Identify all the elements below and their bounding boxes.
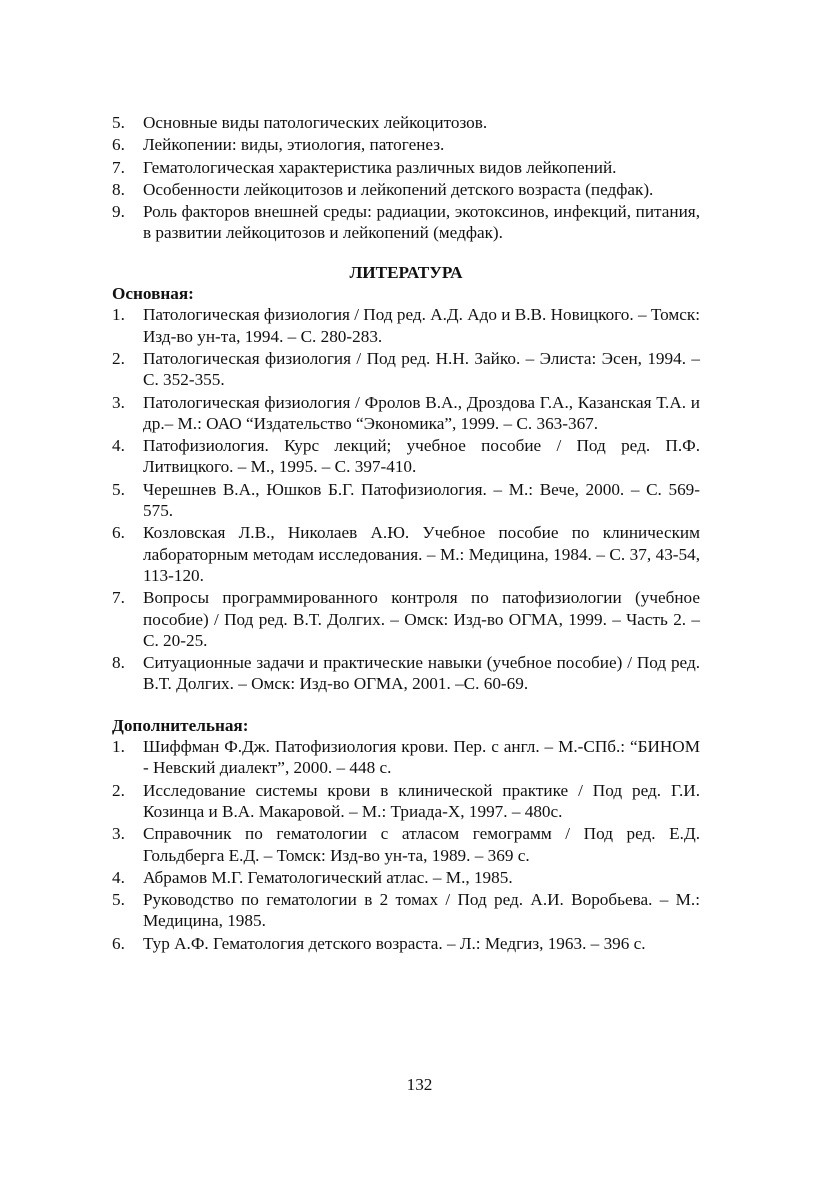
- list-item: [112, 348, 700, 391]
- list-item: [112, 867, 700, 888]
- item-number: 7.: [112, 588, 125, 608]
- item-text: Черешнев В.А., Юшков Б.Г. Патофизиология. – М.: Вече, 2000. – С. 569-575.: [143, 479, 700, 521]
- item-number: 5.: [112, 479, 125, 499]
- item-number: 4.: [112, 867, 125, 887]
- item-number: 1.: [112, 737, 125, 757]
- item-number: 9.: [112, 202, 125, 222]
- list-item: [112, 157, 700, 178]
- item-number: 8.: [112, 653, 125, 673]
- item-number: 5.: [112, 890, 125, 910]
- main-literature-label: Основная:: [112, 284, 194, 304]
- page-body: [112, 112, 700, 955]
- main-literature-list: [112, 304, 700, 694]
- item-text: Руководство по гематологии в 2 томах / Под ред. А.И. Воробьева. – М.: Медицина, 1985.: [143, 890, 700, 931]
- list-item: [112, 179, 700, 200]
- page-number: 132: [406, 1075, 433, 1094]
- literature-heading: ЛИТЕРАТУРА: [349, 262, 463, 282]
- item-number: 2.: [112, 780, 125, 800]
- item-text: Патологическая физиология / Фролов В.А., Дроздова Г.А., Казанская Т.А. и др.– М.: ОАО “Издательство “Экономика”, 1999. – С. 363-367.: [143, 392, 700, 433]
- list-item: [112, 134, 700, 155]
- questions-list: [112, 112, 700, 244]
- item-text: Гематологическая характеристика различных видов лейкопений.: [143, 157, 617, 177]
- item-text: Патофизиология. Курс лекций; учебное пособие / Под ред. П.Ф. Литвицкого. – М., 1995. – С. 397-410.: [143, 436, 700, 477]
- list-item: [112, 479, 700, 522]
- item-number: 1.: [112, 305, 125, 325]
- item-number: 4.: [112, 436, 125, 456]
- list-item: [112, 435, 700, 478]
- list-item: [112, 304, 700, 347]
- item-number: 6.: [112, 523, 125, 543]
- list-item: [112, 201, 700, 244]
- item-text: Ситуационные задачи и практические навыки (учебное пособие) / Под ред. В.Т. Долгих. – Омск: Изд-во ОГМА, 2001. –С. 60-69.: [143, 653, 700, 694]
- item-text: Особенности лейкоцитозов и лейкопений детского возраста (педфак).: [143, 179, 654, 199]
- item-text: Роль факторов внешней среды: радиации, экотоксинов, инфекций, питания, в развитии лейкоцитозов и лейкопений (медфак).: [143, 202, 700, 243]
- list-item: [112, 889, 700, 932]
- list-item: [112, 823, 700, 866]
- list-item: [112, 522, 700, 586]
- item-text: Козловская Л.В., Николаев А.Ю. Учебное пособие по клиническим лабораторным методам исследования. – М.: Медицина, 1984. – С. 37, 43-54, 113-120.: [143, 523, 700, 585]
- item-text: Абрамов М.Г. Гематологический атлас. – М., 1985.: [143, 867, 513, 887]
- item-number: 6.: [112, 933, 125, 953]
- item-text: Патологическая физиология / Под ред. А.Д. Адо и В.В. Новицкого. – Томск: Изд-во ун-та, 1994. – С. 280-283.: [143, 305, 700, 346]
- list-item: [112, 392, 700, 435]
- item-text: Вопросы программированного контроля по патофизиологии (учебное пособие) / Под ред. В.Т. Долгих. – Омск: Изд-во ОГМА, 1999. – Часть 2. – С. 20-25.: [143, 588, 700, 650]
- item-text: Патологическая физиология / Под ред. Н.Н. Зайко. – Элиста: Эсен, 1994. – С. 352-355.: [143, 348, 700, 390]
- item-number: 3.: [112, 824, 125, 844]
- item-text: Лейкопении: виды, этиология, патогенез.: [143, 135, 445, 155]
- item-text: Тур А.Ф. Гематология детского возраста. – Л.: Медгиз, 1963. – 396 с.: [143, 933, 646, 953]
- item-number: 8.: [112, 179, 125, 199]
- list-item: [112, 736, 700, 779]
- list-item: [112, 933, 700, 954]
- item-text: Шиффман Ф.Дж. Патофизиология крови. Пер. с англ. – М.-СПб.: “БИНОМ - Невский диалект”, 2000. – 448 с.: [143, 737, 700, 778]
- item-number: 5.: [112, 113, 125, 132]
- item-number: 3.: [112, 392, 125, 412]
- item-text: Справочник по гематологии с атласом гемограмм / Под ред. Е.Д. Гольдберга Е.Д. – Томск: Изд-во ун-та, 1989. – 369 с.: [143, 824, 700, 865]
- item-text: Исследование системы крови в клинической практике / Под ред. Г.И. Козинца и В.А. Макаровой. – М.: Триада-Х, 1997. – 480с.: [143, 780, 700, 821]
- item-number: 2.: [112, 348, 125, 368]
- item-number: 6.: [112, 135, 125, 155]
- extra-literature-label: Дополнительная:: [112, 715, 249, 735]
- list-item: [112, 780, 700, 823]
- list-item: [112, 587, 700, 651]
- list-item: [112, 652, 700, 695]
- item-number: 7.: [112, 157, 125, 177]
- item-text: Основные виды патологических лейкоцитозов.: [143, 113, 488, 132]
- list-item: [112, 112, 700, 133]
- extra-literature-list: [112, 736, 700, 954]
